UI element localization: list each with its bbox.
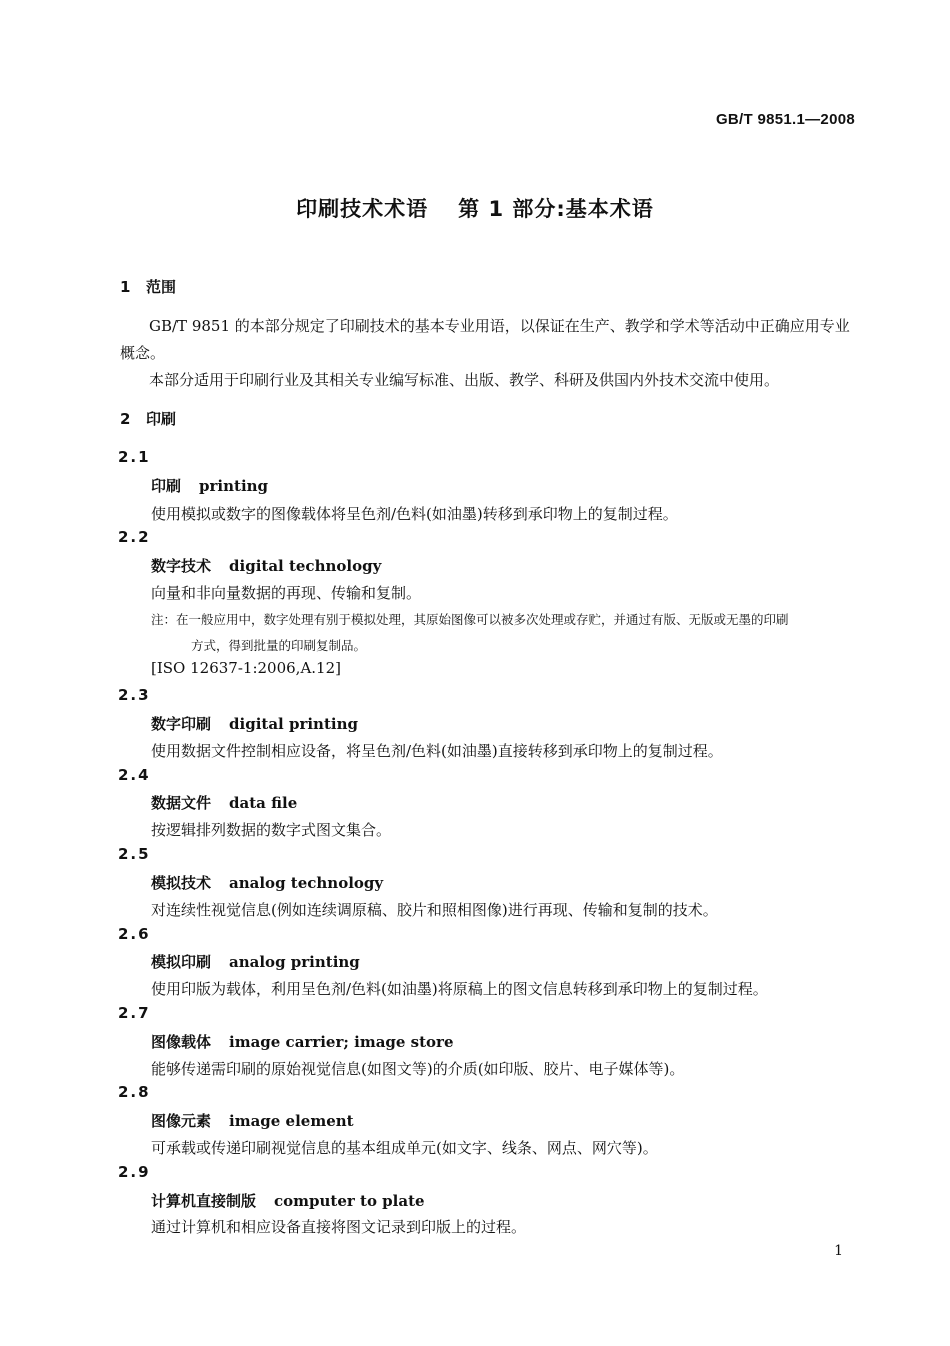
- definition: 对连续性视觉信息(例如连续调原稿、胶片和照相图像)进行再现、传输和复制的技术。: [151, 901, 718, 919]
- section-number: 2: [120, 410, 131, 428]
- term-en: image carrier; image store: [229, 1033, 454, 1051]
- note-line-1: 注：在一般应用中，数字处理有别于模拟处理，其原始图像可以被多次处理或存贮，并通过有版、无版或无墨的印刷: [151, 612, 789, 627]
- section-number: 1: [120, 278, 131, 296]
- definition: 通过计算机和相应设备直接将图文记录到印版上的过程。: [151, 1218, 527, 1236]
- entry-number: 2.1: [118, 448, 151, 466]
- entry-number: 2.9: [118, 1163, 151, 1181]
- scope-paragraph-1: GB/T 9851 的本部分规定了印刷技术的基本专业用语，以保证在生产、教学和学术等活动中正确应用专业概念。: [120, 317, 850, 362]
- definition: 可承载或传递印刷视觉信息的基本组成单元(如文字、线条、网点、网穴等)。: [151, 1139, 658, 1157]
- standard-code: GB/T 9851.1—2008: [715, 111, 855, 128]
- term: [151, 872, 383, 893]
- entry-number: 2.4: [118, 766, 151, 784]
- term-cn: 数据文件: [151, 794, 212, 812]
- term-en: data file: [229, 794, 298, 812]
- entry-number: 2.2: [118, 528, 151, 546]
- term: [151, 713, 358, 734]
- term-en: computer to plate: [274, 1192, 425, 1210]
- term-en: analog technology: [229, 874, 384, 892]
- term-cn: 图像元素: [151, 1112, 212, 1130]
- document-title: [0, 193, 950, 223]
- definition: 能够传递需印刷的原始视觉信息(如图文等)的介质(如印版、胶片、电子媒体等)。: [151, 1060, 685, 1078]
- entry-number: 2.8: [118, 1083, 151, 1101]
- term-cn: 模拟印刷: [151, 953, 212, 971]
- definition: 使用数据文件控制相应设备，将呈色剂/色料(如油墨)直接转移到承印物上的复制过程。: [151, 742, 723, 760]
- term: [151, 1031, 454, 1052]
- term: [151, 792, 297, 813]
- term-en: digital technology: [229, 557, 382, 575]
- section-title: 范围: [146, 278, 177, 296]
- term-cn: 印刷: [151, 477, 182, 495]
- note: [151, 607, 861, 659]
- definition: 向量和非向量数据的再现、传输和复制。: [151, 584, 422, 602]
- entry-number: 2.3: [118, 686, 151, 704]
- term-cn: 计算机直接制版: [151, 1192, 257, 1210]
- term-en: analog printing: [229, 953, 360, 971]
- definition: 使用印版为载体，利用呈色剂/色料(如油墨)将原稿上的图文信息转移到承印物上的复制过程。: [151, 980, 768, 998]
- section-heading-scope: [120, 276, 176, 297]
- term-cn: 图像载体: [151, 1033, 212, 1051]
- reference: [ISO 12637-1:2006,A.12]: [151, 659, 341, 677]
- term: [151, 1190, 425, 1211]
- section-heading-printing: [120, 408, 176, 429]
- entry-number: 2.6: [118, 925, 151, 943]
- entry-number: 2.7: [118, 1004, 151, 1022]
- definition: 使用模拟或数字的图像载体将呈色剂/色料(如油墨)转移到承印物上的复制过程。: [151, 505, 678, 523]
- term-cn: 数字技术: [151, 557, 212, 575]
- note-line-2: 方式，得到批量的印刷复制品。: [191, 638, 367, 653]
- definition: 按逻辑排列数据的数字式图文集合。: [151, 821, 392, 839]
- section-title: 印刷: [146, 410, 177, 428]
- term-cn: 数字印刷: [151, 715, 212, 733]
- title-part-2: 第 1 部分:基本术语: [458, 197, 654, 221]
- term: [151, 555, 381, 576]
- term-en: printing: [199, 477, 269, 495]
- term: [151, 475, 268, 496]
- scope-paragraph-2: 本部分适用于印刷行业及其相关专业编写标准、出版、教学、科研及供国内外技术交流中使用。: [149, 371, 780, 389]
- term-cn: 模拟技术: [151, 874, 212, 892]
- page-number: 1: [834, 1243, 843, 1259]
- term: [151, 1110, 354, 1131]
- term: [151, 951, 360, 972]
- term-en: digital printing: [229, 715, 358, 733]
- entry-number: 2.5: [118, 845, 151, 863]
- title-part-1: 印刷技术术语: [296, 197, 429, 221]
- term-en: image element: [229, 1112, 354, 1130]
